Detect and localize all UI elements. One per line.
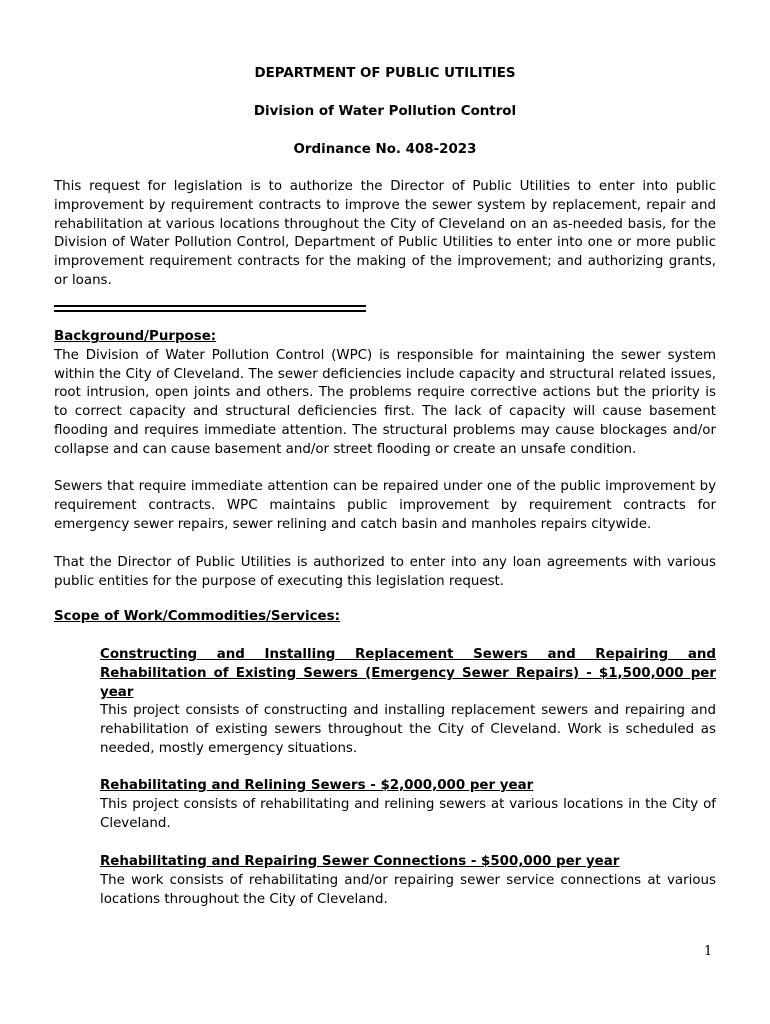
background-paragraph-1: The Division of Water Pollution Control (WPC) is responsible for maintaining the sewer system within the City of Cleveland. The sewer deficiencies include capacity and structural related issues, root intrusion, open joints and others. The problems require corrective actions but the priority is to correct capacity and structural deficiencies first. The lack of capacity will cause basement flooding and requires immediate attention. The structural problems may cause blockages and/or collapse and can cause basement and/or street flooding or create an unsafe condition. — [54, 347, 716, 457]
background-paragraph-2: Sewers that require immediate attention can be repaired under one of the public improvement by requirement contracts. WPC maintains public improvement by requirement contracts for emergency sewer repairs, sewer relining and catch basin and manholes repairs citywide. — [54, 479, 716, 532]
scope-item-relining — [100, 777, 716, 833]
scope-item-body: This project consists of rehabilitating and relining sewers at various locations in the City of Cleveland. — [100, 796, 716, 831]
background-paragraph-3: That the Director of Public Utilities is authorized to enter into any loan agreements with various public entities for the purpose of executing this legislation request. — [54, 555, 716, 589]
scope-item-emergency-repairs — [100, 646, 716, 759]
page-number: 1 — [704, 944, 713, 959]
background-section — [54, 328, 716, 460]
scope-item-body: This project consists of constructing and installing replacement sewers and repairing and rehabilitation of existing sewers throughout the City of Cleveland. Work is scheduled as needed, mostly emergency situations. — [100, 703, 716, 756]
scope-heading: Scope of Work/Commodities/Services: — [54, 609, 340, 624]
scope-item-title: Rehabilitating and Repairing Sewer Connections - $500,000 per year — [100, 854, 620, 869]
scope-item-title: Rehabilitating and Relining Sewers - $2,000,000 per year — [100, 778, 534, 793]
scope-item-body: The work consists of rehabilitating and/or repairing sewer service connections at various locations throughout the City of Cleveland. — [100, 872, 716, 907]
division-title: Division of Water Pollution Control — [253, 104, 517, 119]
scope-item-title: Constructing and Installing Replacement Sewers and Repairing and Rehabilitation of Existing Sewers (Emergency Sewer Repairs) - $1,500,000 per year — [100, 647, 716, 700]
section-divider — [54, 305, 366, 312]
scope-item-connections — [100, 853, 716, 909]
department-title: DEPARTMENT OF PUBLIC UTILITIES — [254, 66, 516, 81]
background-heading: Background/Purpose: — [54, 329, 217, 344]
intro-paragraph: This request for legislation is to authorize the Director of Public Utilities to enter into public improvement by requirement contracts to improve the sewer system by replacement, repair and rehabilitation at various locations throughout the City of Cleveland on an as-needed basis, for the Division of Water Pollution Control, Department of Public Utilities to enter into one or more public improvement requirement contracts for the making of the improvement; and authorizing grants, or loans. — [54, 179, 716, 288]
ordinance-number: Ordinance No. 408-2023 — [293, 142, 477, 157]
